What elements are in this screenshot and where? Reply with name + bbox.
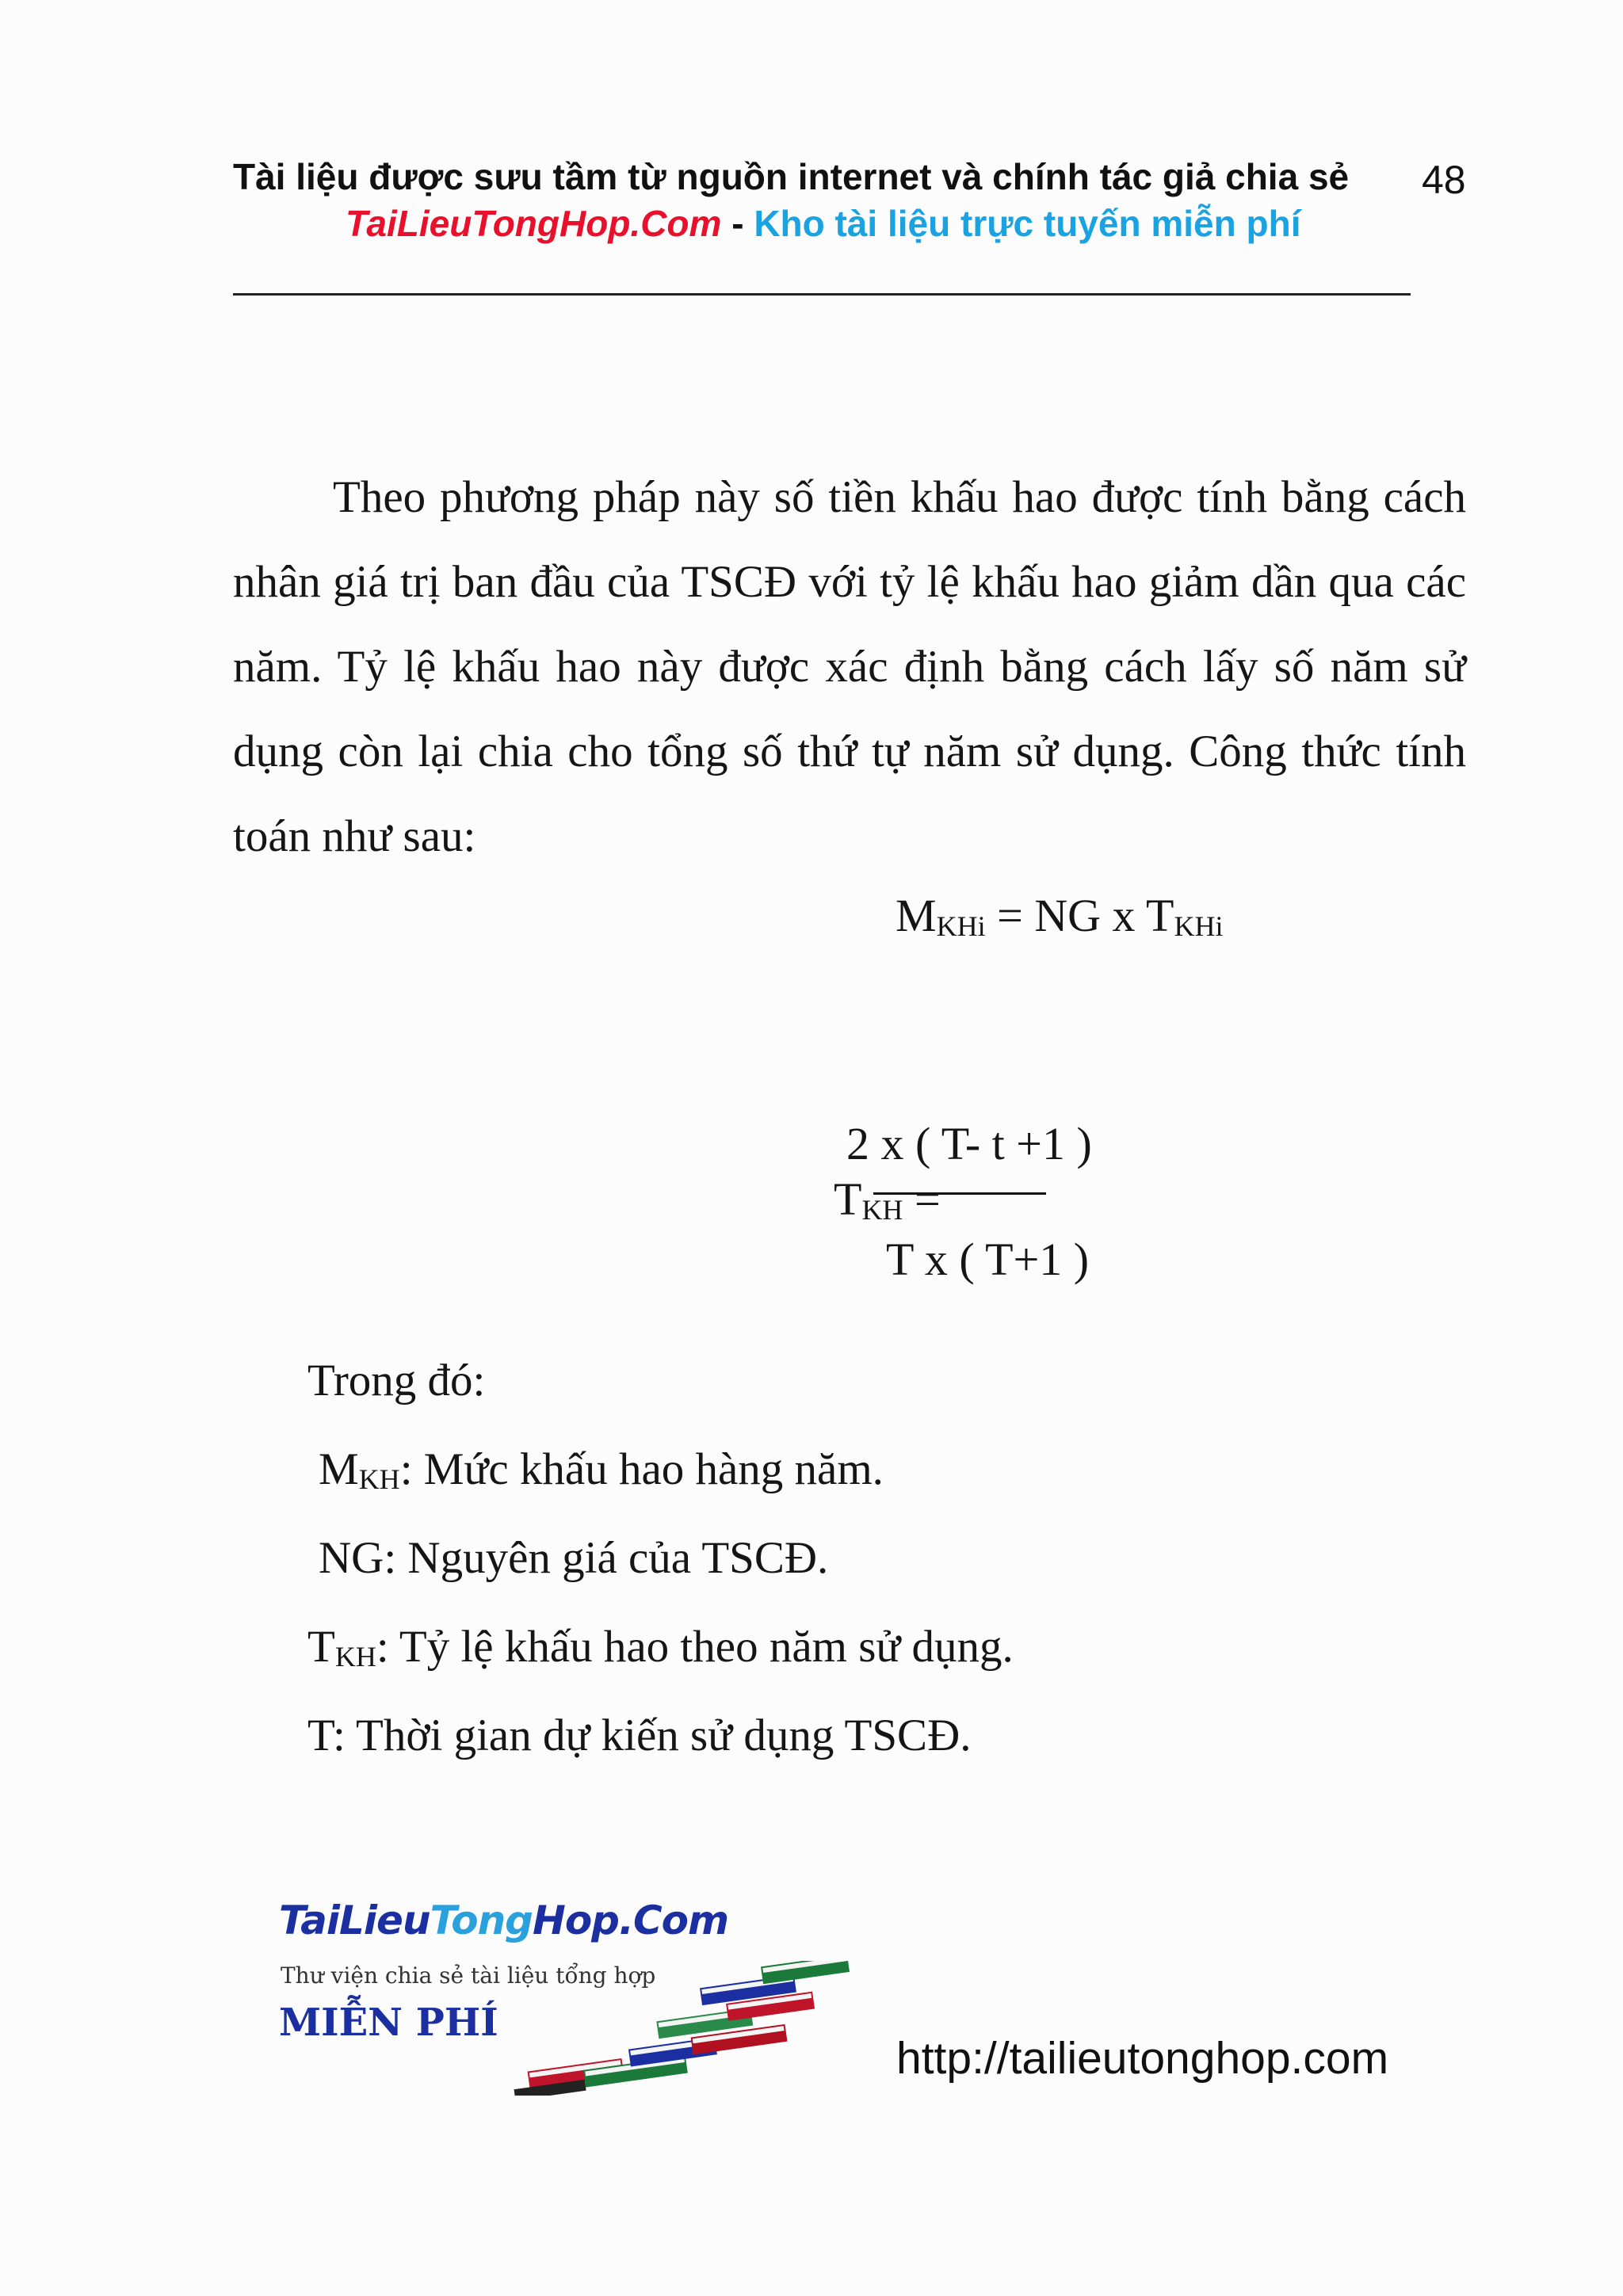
definition-mkh xyxy=(319,1444,884,1496)
definition-tkh xyxy=(307,1621,1014,1673)
body-paragraph: Theo phương pháp này số tiền khấu hao được tính bằng cách nhân giá trị ban đầu của TSCĐ với tỷ lệ khấu hao giảm dần qua các năm. Tỷ lệ khấu hao này được xác định bằng cách lấy số năm sử dụng còn lại chia cho tổng số thứ tự năm sử dụng. Công thức tính toán như sau: xyxy=(233,472,1466,861)
definition-ng: NG: Nguyên giá của TSCĐ. xyxy=(319,1533,829,1583)
header-title: Tài liệu được sưu tầm từ nguồn internet và chính tác giả chia sẻ xyxy=(233,156,1350,197)
logo-title-part-c: Hop.Com xyxy=(532,1897,729,1943)
formula-m-symbol: M xyxy=(896,890,937,941)
site-logo[interactable] xyxy=(269,1897,888,2096)
tkh-text: : Tỷ lệ khấu hao theo năm sử dụng. xyxy=(376,1622,1014,1672)
footer-url[interactable]: http://tailieutonghop.com xyxy=(896,2033,1389,2084)
fraction-bar xyxy=(873,1192,1046,1195)
rate-formula-t-symbol: T xyxy=(834,1173,862,1225)
rate-formula-equals: = xyxy=(903,1173,941,1225)
rate-formula-numerator: 2 x ( T- t +1 ) xyxy=(846,1118,1092,1169)
rate-formula-denominator: T x ( T+1 ) xyxy=(886,1234,1090,1285)
mkh-symbol: M xyxy=(319,1444,359,1494)
tkh-symbol: T xyxy=(307,1622,335,1672)
logo-title-part-b: Tong xyxy=(430,1897,533,1943)
header-separator: - xyxy=(721,203,754,244)
formula-t-subscript: KHi xyxy=(1174,910,1224,942)
definitions-heading: Trong đó: xyxy=(307,1356,486,1405)
logo-title xyxy=(279,1897,728,1943)
logo-title-part-a: TaiLieu xyxy=(279,1897,430,1943)
header-tagline: Kho tài liệu trực tuyến miễn phí xyxy=(754,203,1301,244)
depreciation-formula xyxy=(896,889,1223,943)
brand-link[interactable]: TaiLieuTongHop.Com xyxy=(346,203,722,244)
mkh-text: : Mức khấu hao hàng năm. xyxy=(399,1444,884,1494)
definition-t: T: Thời gian dự kiến sử dụng TSCĐ. xyxy=(307,1711,972,1760)
books-stack-icon xyxy=(507,1961,880,2096)
rate-formula-lhs xyxy=(834,1173,941,1226)
header-divider xyxy=(233,293,1411,296)
page-number: 48 xyxy=(1422,158,1466,202)
tkh-subscript: KH xyxy=(334,1641,376,1672)
formula-middle: = NG x T xyxy=(985,890,1174,941)
formula-m-subscript: KHi xyxy=(936,910,986,942)
mkh-subscript: KH xyxy=(358,1463,400,1495)
logo-subtitle: Thư viện chia sẻ tài liệu tổng hợp xyxy=(281,1962,656,1989)
rate-formula-t-subscript: KH xyxy=(861,1194,903,1226)
logo-free-label: MIỄN PHÍ xyxy=(279,2000,498,2045)
header-brand-line xyxy=(346,202,1300,245)
